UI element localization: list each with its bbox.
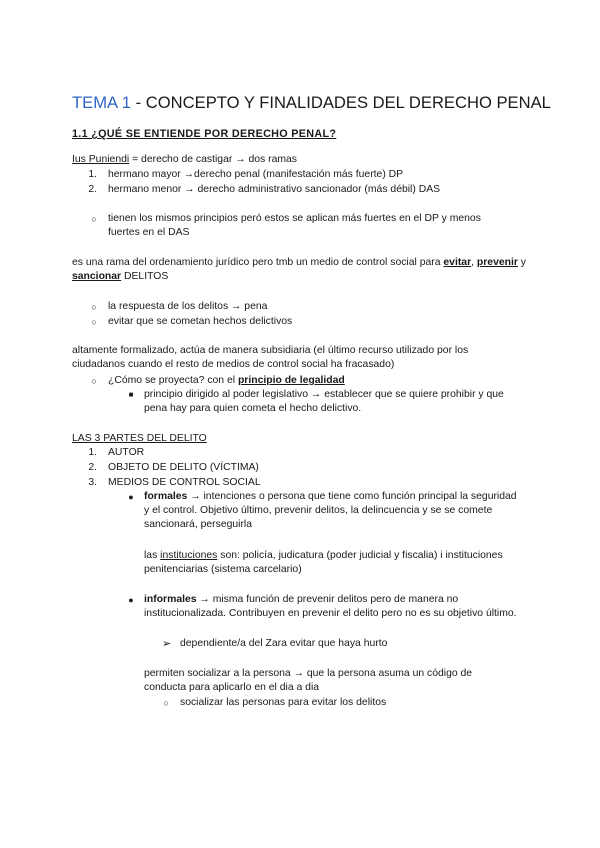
rama-sep: , xyxy=(471,257,475,268)
circle-item: socializar las personas para evitar los delitos xyxy=(180,697,387,708)
hollow-circle-bullet-icon: ○ xyxy=(91,302,97,312)
rama-sep: y xyxy=(517,257,527,268)
page-title xyxy=(72,92,551,114)
principio-legalidad: principio de legalidad xyxy=(237,375,345,386)
ius-term: Ius Puniendi xyxy=(72,154,130,165)
disc-bullet-icon: ● xyxy=(128,492,134,502)
title-subject: - CONCEPTO Y FINALIDADES DEL DERECHO PENAL xyxy=(131,93,551,112)
disc-bullet-icon: ● xyxy=(128,595,134,605)
arrowhead-bullet-icon: ➢ xyxy=(162,638,172,650)
formales-label: formales xyxy=(144,491,188,502)
partes-item-3: MEDIOS DE CONTROL SOCIAL xyxy=(108,477,261,488)
question-text: ¿Cómo se proyecta? con el xyxy=(108,375,238,386)
partes-item-2: OBJETO DE DELITO (VÍCTIMA) xyxy=(108,462,259,473)
ius-line xyxy=(72,153,297,167)
informales-block xyxy=(144,593,519,621)
hollow-circle-bullet-icon: ○ xyxy=(91,317,97,327)
hollow-circle-bullet-icon: ○ xyxy=(163,698,169,708)
partes-item-1: AUTOR xyxy=(108,447,145,458)
list-number: 2. xyxy=(88,184,97,195)
hollow-circle-bullet-icon: ○ xyxy=(91,214,97,224)
instituciones-line xyxy=(144,549,514,577)
ius-item-1: hermano mayor →derecho penal (manifestación más fuerte) DP xyxy=(108,169,404,180)
title-tema: TEMA 1 xyxy=(72,93,132,112)
rama-paragraph xyxy=(72,256,532,284)
formal-paragraph: altamente formalizado, actúa de manera subsidiaria (el último recurso utilizado por los ciudadanos cuando el resto de medios de control social ha fracasado) xyxy=(72,345,469,370)
rama-bullet-1: la respuesta de los delitos → pena xyxy=(108,301,268,312)
ius-item-2: hermano menor → derecho administrativo sancionador (más débil) DAS xyxy=(108,184,441,195)
rama-end: DELITOS xyxy=(121,271,169,282)
inst-word: instituciones xyxy=(160,550,218,561)
formales-text: → intenciones o persona que tiene como función principal la seguridad y el control. Objetivo último, prevenir delitos, la delincuencia y se se comete sancionará, perseguirla xyxy=(144,491,517,530)
hollow-circle-bullet-icon: ○ xyxy=(91,376,97,386)
list-number: 1. xyxy=(88,169,97,180)
list-number: 3. xyxy=(88,477,97,488)
informales-text: → misma función de prevenir delitos pero de manera no institucionalizada. Contribuyen en prevenir el delito pero no es su objetivo último. xyxy=(144,594,517,619)
inst-rest: son: policía, judicatura (poder judicial y fiscalia) i instituciones penitenciarias (sistema carcelario) xyxy=(144,550,503,575)
permiten-paragraph: permiten socializar a la persona → que la persona asuma un código de conducta para aplicarlo en el dia a dia xyxy=(144,668,473,693)
list-number: 2. xyxy=(88,462,97,473)
list-number: 1. xyxy=(88,447,97,458)
partes-heading: LAS 3 PARTES DEL DELITO xyxy=(72,433,207,444)
section-heading: 1.1 ¿QUÉ SE ENTIENDE POR DERECHO PENAL? xyxy=(72,128,337,140)
word-sancionar: sancionar xyxy=(72,271,122,282)
arrow-item: dependiente/a del Zara evitar que haya hurto xyxy=(180,638,388,649)
word-evitar: evitar xyxy=(443,257,472,268)
formal-sub: principio dirigido al poder legislativo → establecer que se quiere prohibir y que pena hay para quien cometa el hecho delictivo. xyxy=(144,389,504,414)
informales-label: informales xyxy=(144,594,197,605)
ius-rest: = derecho de castigar → dos ramas xyxy=(129,154,297,165)
rama-text: es una rama del ordenamiento jurídico pero tmb un medio de control social para xyxy=(72,257,444,268)
rama-bullet-2: evitar que se cometan hechos delictivos xyxy=(108,316,293,327)
square-bullet-icon: ■ xyxy=(128,390,134,399)
ius-bullet: tienen los mismos principios peró estos se aplican más fuertes en el DP y menos fuertes en el DAS xyxy=(108,213,481,238)
formal-question xyxy=(108,374,345,388)
inst-pre: las xyxy=(144,550,161,561)
formales-block xyxy=(144,490,522,532)
word-prevenir: prevenir xyxy=(476,257,518,268)
